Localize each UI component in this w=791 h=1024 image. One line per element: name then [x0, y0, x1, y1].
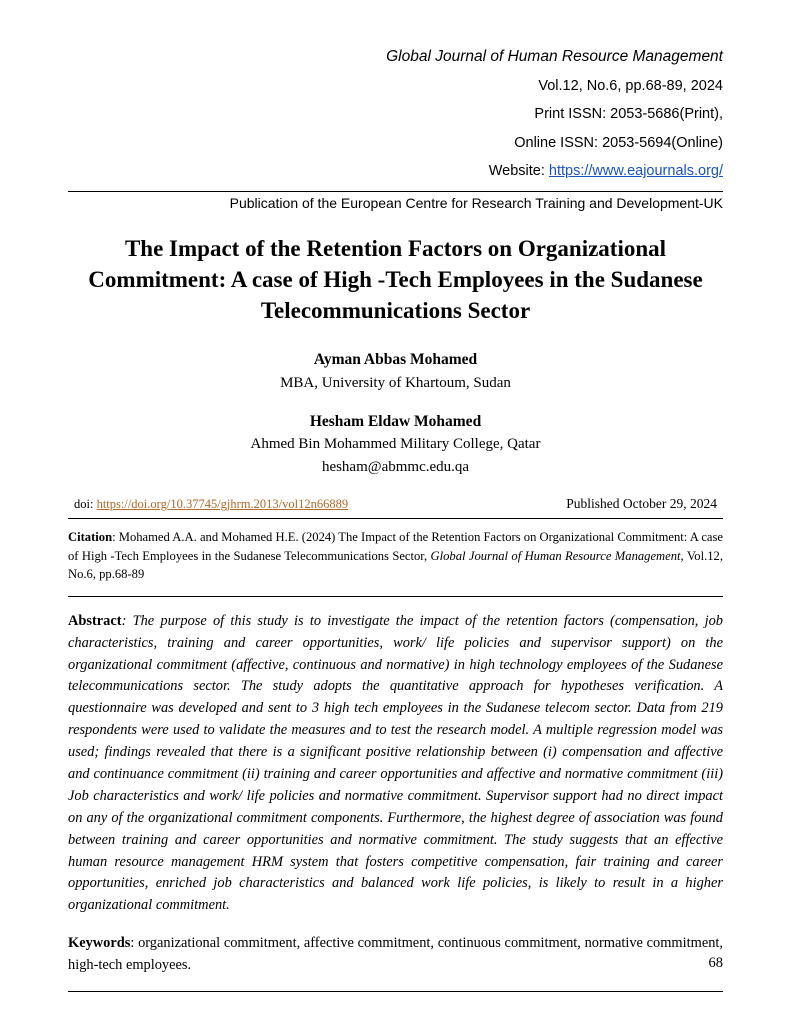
author-affiliation: Ahmed Bin Mohammed Military College, Qatar [250, 436, 541, 453]
authors-block [68, 348, 723, 478]
journal-volume: Vol.12, No.6, pp.68-89, 2024 [538, 78, 723, 95]
citation-text-2: , Vol.12, No.6, pp.68-89 [68, 548, 723, 581]
journal-title: Global Journal of Human Resource Management [386, 48, 723, 65]
website-label: Website: [488, 163, 549, 180]
citation-label: Citation [68, 530, 113, 545]
doi-link[interactable]: https://doi.org/10.37745/gjhrm.2013/vol12n66889 [96, 497, 349, 512]
published-date: Published October 29, 2024 [566, 496, 717, 512]
doi-block [74, 497, 348, 512]
divider-bottom [68, 991, 723, 992]
divider-top [68, 518, 723, 519]
abstract-block [68, 611, 723, 917]
citation-text-1: : Mohamed A.A. and Mohamed H.E. (2024) The Impact of the Retention Factors on Organizational Commitment: A case of High -Tech Employees in the Sudanese Telecommunications Sector, [68, 530, 723, 563]
print-issn: Print ISSN: 2053-5686(Print), [534, 106, 723, 123]
website-link[interactable]: https://www.eajournals.org/ [548, 163, 723, 180]
divider-citation [68, 596, 723, 597]
journal-header [68, 42, 723, 185]
keywords-text: : organizational commitment, affective commitment, continuous commitment, normative commitment, high-tech employees. [68, 935, 723, 973]
author-name: Hesham Eldaw Mohamed [309, 413, 482, 431]
abstract-label: Abstract [68, 612, 122, 629]
keywords-label: Keywords [68, 935, 131, 952]
author-entry [68, 410, 723, 478]
author-entry [68, 348, 723, 394]
page-number: 68 [708, 955, 723, 971]
abstract-text: : The purpose of this study is to investigate the impact of the retention factors (compensation, job characteristics, training and career opportunities, work/ life policies and supervisor support) on the organizational commitment (affective, continuous and normative) in high technology employees of the Sudanese telecommunications sector. The study adopts the quantitative approach for hypotheses verification. A questionnaire was developed and sent to 3 high tech employees in the Sudanese telecom sector. Data from 219 respondents were used to validate the measures and to test the research model. A multiple regression model was used; findings revealed that there is a significant positive relationship between (i) compensation and affective and continuance commitment (ii) training and career opportunities and affective and normative commitment (iii) Job characteristics and work/ life policies and normative commitment. Supervisor support had no direct impact on any of the organizational commitment components. Furthermore, the highest degree of association was found between training and career opportunities and normative commitment. The study suggests that an effective human resource management HRM system that fosters competitive compensation, fair training and career opportunities, enriched job characteristics and balanced work life policies, is likely to result in a higher organizational commitment. [68, 612, 723, 914]
citation-block [68, 528, 723, 583]
doi-label: doi: [74, 497, 97, 512]
doi-row [68, 496, 723, 512]
author-name: Ayman Abbas Mohamed [313, 351, 478, 369]
page-title: The Impact of the Retention Factors on Organizational Commitment: A case of High -Tech Employees in the Sudanese Telecommunications Sector [88, 236, 703, 324]
keywords-block [68, 933, 723, 976]
publication-line: Publication of the European Centre for Research Training and Development-UK [68, 191, 723, 213]
website-line [68, 157, 723, 185]
author-email: hesham@abmmc.edu.qa [321, 458, 470, 475]
online-issn: Online ISSN: 2053-5694(Online) [514, 134, 723, 151]
citation-journal: Global Journal of Human Resource Management [430, 548, 681, 563]
author-affiliation: MBA, University of Khartoum, Sudan [280, 374, 511, 391]
